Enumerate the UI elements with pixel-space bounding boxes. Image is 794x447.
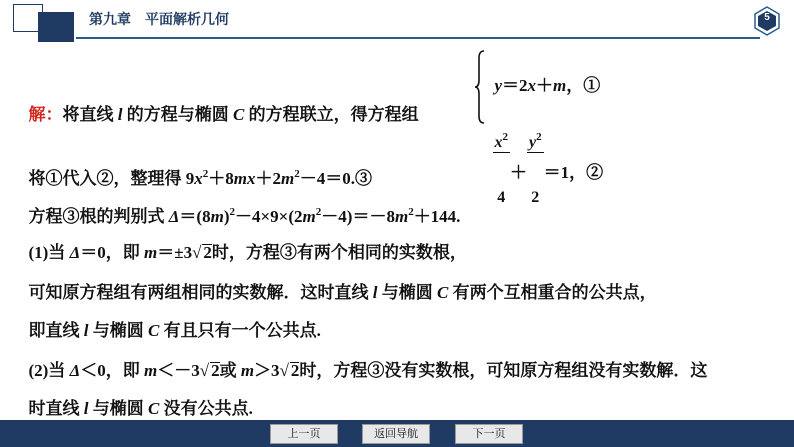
solution-line-substitute: 将①代入②，整理得 $9x^2+8mx+2m^2-4=0.③$ <box>28 168 372 188</box>
chapter-title: 第九章 平面解析几何 <box>89 11 229 27</box>
solution-label: 解： <box>28 105 63 124</box>
fraction-x2-over-4: $\frac{x^2}{4}$ <box>494 131 508 206</box>
system-equation-1: y＝2x＋m，① <box>494 76 601 95</box>
solution-case-1-conclusion: 可知原方程组有两组相同的实数解．这时直线 l 与椭圆 C 有两个互相重合的公共点， <box>28 283 657 302</box>
page-number: 5 <box>764 12 770 23</box>
solution-case-1: (1)当 Δ＝0，即 m＝±3√ 2时，方程③有两个相同的实数根， <box>28 243 467 262</box>
header-decor-filled-square <box>38 12 74 42</box>
system-equation-2: $\frac{x^2}{4}$ ＋ $\frac{y^2}{2}$ ＝1，② <box>484 78 603 243</box>
solution-case-2: (2)当 Δ＜0，即 m＜－3√ 2或 m＞3√ 2时，方程③没有实数根，可知原方程组没有实数解．这 <box>28 361 708 380</box>
solution-case-2-conclusion: 时直线 l 与椭圆 C 没有公共点. <box>28 399 253 418</box>
fraction-y2-over-2: $\frac{y^2}{2}$ <box>529 131 542 206</box>
solution-intro: 解：将直线 l 的方程与椭圆 C 的方程联立，得方程组 <box>28 105 419 124</box>
solution-line-discriminant: 方程③根的判别式 $\Delta=(8m)^2-4\times 9\times(2m^2-4)=-8m^2+144$. <box>28 206 461 226</box>
back-to-nav-button[interactable]: 返回导航 <box>362 424 430 444</box>
prev-page-button[interactable]: 上一页 <box>270 424 338 444</box>
next-page-button[interactable]: 下一页 <box>455 424 523 444</box>
header-divider <box>76 37 760 39</box>
solution-case-1-summary: 即直线 l 与椭圆 C 有且只有一个公共点. <box>28 321 321 340</box>
